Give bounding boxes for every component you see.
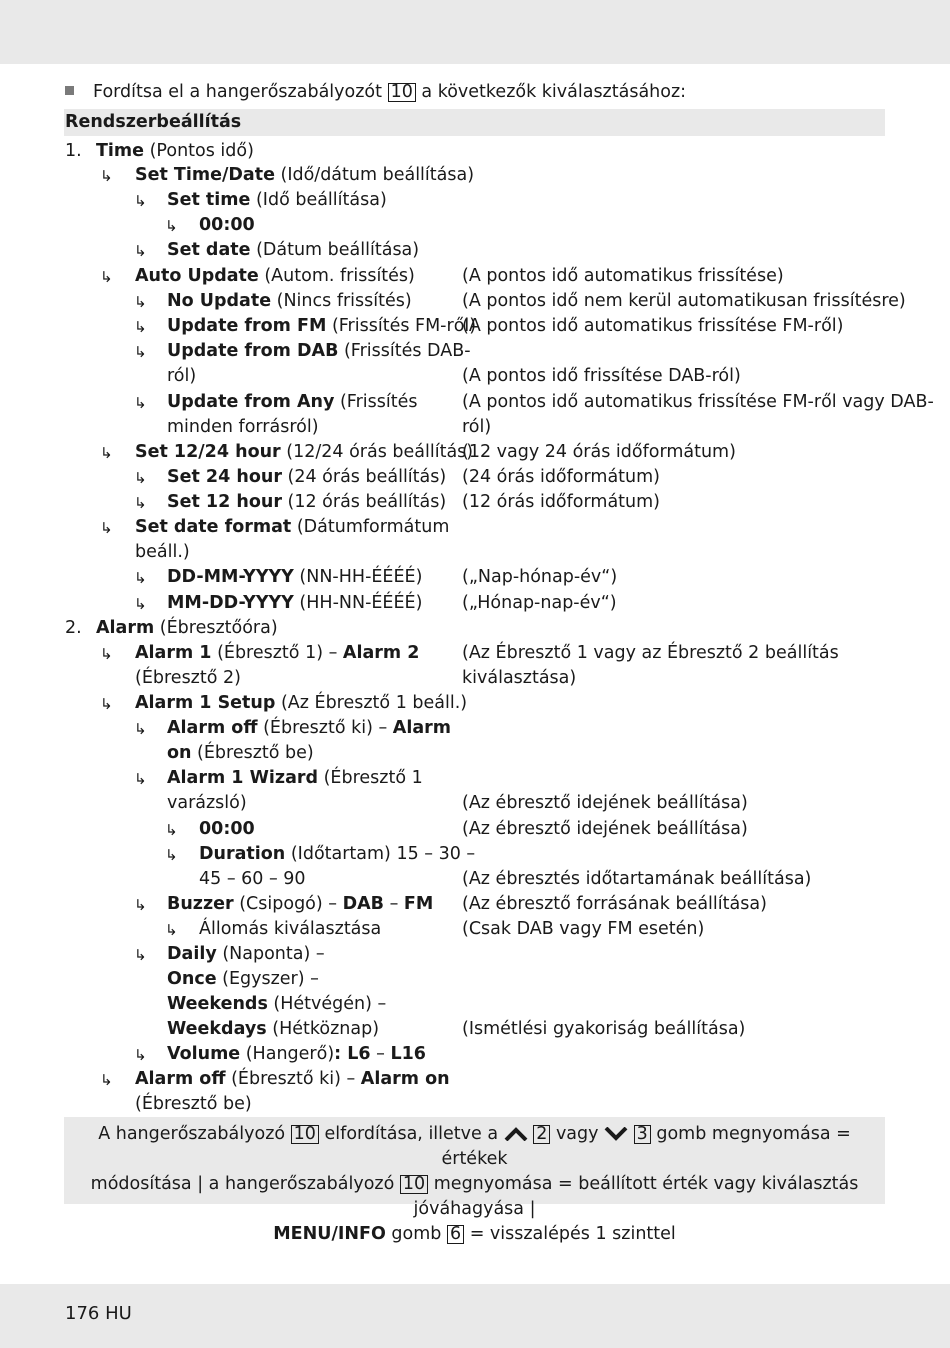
menu-item-desc: (Frissítés DAB-	[338, 341, 471, 361]
list-number: 2.	[65, 618, 82, 638]
return-arrow-icon: ↳	[100, 695, 113, 713]
menu-item-label: MM-DD-YYYY	[167, 593, 294, 613]
section-heading: Rendszerbeállítás	[64, 109, 885, 136]
menu-item-r31	[135, 1068, 450, 1090]
menu-item-r2	[135, 164, 474, 186]
menu-item-r24	[167, 893, 433, 915]
return-arrow-icon: ↳	[134, 569, 147, 587]
menu-item-label: DD-MM-YYYY	[167, 567, 294, 587]
menu-item-desc: (Autom. frissítés)	[258, 266, 415, 286]
menu-item-label: Alarm 1 Setup	[135, 693, 276, 713]
menu-item-label: Update from Any	[167, 392, 335, 412]
menu-item-label: Alarm on	[360, 1069, 450, 1089]
menu-item-continued	[167, 742, 314, 764]
menu-item-label: Alarm	[392, 718, 452, 738]
menu-item-r16	[167, 592, 422, 614]
menu-item-label: Set Time/Date	[135, 165, 275, 185]
menu-item-desc: (Ébresztő 1	[318, 768, 423, 788]
return-arrow-icon: ↳	[100, 268, 113, 286]
menu-item-desc: (Ébresztő ki) –	[225, 1069, 361, 1089]
menu-item-r28	[167, 993, 386, 1015]
menu-item-label: Update from FM	[167, 316, 327, 336]
return-arrow-icon: ↳	[134, 946, 147, 964]
menu-item-label: Daily	[167, 944, 217, 964]
menu-item-r30	[167, 1043, 426, 1065]
menu-item-desc: (Hétköznap)	[266, 1019, 380, 1039]
footer-note: A hangerőszabályozó 10 elfordítása, illetve a 2 vagy 3 gomb megnyomása = értékek módosítása | a hangerőszabályozó 10 megnyomása = beállított érték vagy kiválasztás jóváhagyása | MENU/INFO gomb 6 = visszalépés 1 szinttel	[64, 1117, 885, 1204]
menu-item-r13	[167, 491, 446, 513]
item-explanation: (A pontos idő automatikus frissítése FM-ről)	[462, 316, 844, 336]
menu-item-label: Alarm 1 Wizard	[167, 768, 319, 788]
bullet-square-icon	[65, 86, 74, 95]
item-explanation: (Az ébresztő forrásának beállítása)	[462, 894, 767, 914]
item-explanation: (A pontos idő automatikus frissítése FM-ről vagy DAB-	[462, 392, 934, 412]
menu-item-continued	[167, 416, 319, 438]
menu-item-desc: varázsló)	[167, 793, 247, 813]
menu-item-desc: (NN-HH-ÉÉÉÉ)	[293, 567, 423, 587]
menu-item-desc: (Dátumformátum	[291, 517, 450, 537]
menu-item-desc: (Egyszer) –	[216, 969, 319, 989]
menu-item-desc: beáll.)	[135, 542, 190, 562]
menu-item-desc: (12 órás beállítás)	[281, 492, 447, 512]
menu-item-desc: ról)	[167, 366, 197, 386]
intro-instruction: Fordítsa el a hangerőszabályozót 10 a következők kiválasztásához:	[65, 82, 686, 102]
item-explanation: (Csak DAB vagy FM esetén)	[462, 919, 705, 939]
menu-item-r15	[167, 566, 422, 588]
menu-item-label: Alarm 1	[135, 643, 212, 663]
menu-item-label: Weekends	[167, 994, 268, 1014]
menu-item-r21	[167, 767, 423, 789]
return-arrow-icon: ↳	[134, 242, 147, 260]
return-arrow-icon: ↳	[165, 821, 178, 839]
menu-item-desc: (Ébresztő be)	[135, 1094, 252, 1114]
menu-item-r27	[167, 968, 319, 990]
return-arrow-icon: ↳	[134, 770, 147, 788]
menu-item-desc: (Hétvégén) –	[267, 994, 387, 1014]
menu-item-label: No Update	[167, 291, 272, 311]
item-explanation: ról)	[462, 417, 492, 437]
menu-item-r4	[199, 214, 255, 236]
return-arrow-icon: ↳	[134, 192, 147, 210]
menu-item-desc: (Ébresztő 1) –	[211, 643, 343, 663]
menu-item-continued	[167, 365, 196, 387]
menu-item-label: L16	[390, 1044, 426, 1064]
item-explanation: kiválasztása)	[462, 668, 577, 688]
menu-item-continued	[167, 792, 247, 814]
menu-item-label: 00:00	[199, 819, 255, 839]
return-arrow-icon: ↳	[134, 469, 147, 487]
menu-item-desc: (Csipogó) –	[233, 894, 343, 914]
item-explanation: („Hónap-nap-év“)	[462, 593, 617, 613]
menu-item-r10	[167, 391, 418, 413]
return-arrow-icon: ↳	[165, 846, 178, 864]
menu-item-desc: (Hangerő)	[240, 1044, 335, 1064]
bottom-band	[0, 1284, 950, 1348]
menu-item-desc: (Az Ébresztő 1 beáll.)	[275, 693, 468, 713]
menu-item-label: 00:00	[199, 215, 255, 235]
menu-item-desc: (Ébresztő be)	[191, 743, 314, 763]
item-explanation: („Nap-hónap-év“)	[462, 567, 618, 587]
menu-item-label: DAB	[342, 894, 385, 914]
menu-item-continued	[199, 868, 306, 890]
return-arrow-icon: ↳	[100, 1071, 113, 1089]
return-arrow-icon: ↳	[134, 343, 147, 361]
menu-item-desc: (Frissítés	[334, 392, 418, 412]
menu-item-r9	[167, 340, 471, 362]
menu-item-desc: (Naponta) –	[216, 944, 325, 964]
return-arrow-icon: ↳	[134, 293, 147, 311]
menu-item-desc: Állomás kiválasztása	[199, 919, 382, 939]
menu-item-r11	[135, 441, 473, 463]
menu-item-label: Set 12 hour	[167, 492, 282, 512]
down-arrow-icon	[604, 1127, 628, 1141]
item-explanation: (Az ébresztő idejének beállítása)	[462, 793, 748, 813]
menu-item-label: Set date	[167, 240, 251, 260]
item-explanation: (Ismétlési gyakoriság beállítása)	[462, 1019, 746, 1039]
menu-item-label: on	[167, 743, 192, 763]
menu-item-r6	[135, 265, 415, 287]
menu-item-desc: (Pontos idő)	[144, 141, 254, 161]
menu-item-r17	[96, 617, 278, 639]
menu-item-r26	[167, 943, 325, 965]
menu-item-desc: (Nincs frissítés)	[271, 291, 412, 311]
menu-item-label: Auto Update	[135, 266, 259, 286]
menu-item-label: Once	[167, 969, 217, 989]
menu-item-continued	[135, 1093, 252, 1115]
menu-item-desc: 45 – 60 – 90	[199, 869, 306, 889]
menu-item-label: Alarm	[96, 618, 155, 638]
menu-item-label: Set 12/24 hour	[135, 442, 281, 462]
item-explanation: (24 órás időformátum)	[462, 467, 660, 487]
menu-item-desc: (Frissítés FM-ről)	[326, 316, 477, 336]
menu-item-r20	[167, 717, 451, 739]
menu-item-r1	[96, 140, 254, 162]
menu-item-desc: (Ébresztőóra)	[154, 618, 278, 638]
menu-item-label: Alarm off	[135, 1069, 226, 1089]
menu-item-continued	[135, 667, 241, 689]
return-arrow-icon: ↳	[100, 444, 113, 462]
menu-item-label: FM	[403, 894, 434, 914]
return-arrow-icon: ↳	[100, 519, 113, 537]
menu-item-desc: (Ébresztő 2)	[135, 668, 241, 688]
menu-item-r23	[199, 843, 475, 865]
separator: –	[370, 1044, 391, 1064]
item-explanation: (12 órás időformátum)	[462, 492, 660, 512]
return-arrow-icon: ↳	[100, 167, 113, 185]
menu-item-desc: (Ébresztő ki) –	[257, 718, 393, 738]
menu-item-r22	[199, 818, 255, 840]
menu-item-label: Set time	[167, 190, 251, 210]
item-explanation: (12 vagy 24 órás időformátum)	[462, 442, 736, 462]
menu-item-r29	[167, 1018, 379, 1040]
menu-item-desc: (HH-NN-ÉÉÉÉ)	[293, 593, 423, 613]
return-arrow-icon: ↳	[134, 494, 147, 512]
return-arrow-icon: ↳	[165, 217, 178, 235]
list-number: 1.	[65, 141, 82, 161]
menu-item-desc: (Idő beállítása)	[250, 190, 387, 210]
menu-item-desc: (Időtartam) 15 – 30 –	[285, 844, 476, 864]
return-arrow-icon: ↳	[134, 896, 147, 914]
menu-item-r12	[167, 466, 446, 488]
menu-item-label: Alarm 2	[342, 643, 420, 663]
up-arrow-icon	[504, 1127, 528, 1141]
menu-item-desc: minden forrásról)	[167, 417, 319, 437]
return-arrow-icon: ↳	[134, 720, 147, 738]
menu-item-r25	[199, 918, 381, 940]
menu-item-label: Weekdays	[167, 1019, 267, 1039]
return-arrow-icon: ↳	[134, 595, 147, 613]
return-arrow-icon: ↳	[134, 318, 147, 336]
separator: –	[384, 894, 404, 914]
menu-item-desc: (Dátum beállítása)	[250, 240, 420, 260]
menu-item-r7	[167, 290, 412, 312]
menu-item-label: : L6	[334, 1044, 371, 1064]
item-explanation: (A pontos idő frissítése DAB-ról)	[462, 366, 741, 386]
item-explanation: (Az Ébresztő 1 vagy az Ébresztő 2 beállítás	[462, 643, 839, 663]
return-arrow-icon: ↳	[134, 1046, 147, 1064]
menu-item-desc: (Idő/dátum beállítása)	[274, 165, 475, 185]
menu-item-r18	[135, 642, 419, 664]
item-explanation: (A pontos idő nem kerül automatikusan frissítésre)	[462, 291, 906, 311]
return-arrow-icon: ↳	[134, 394, 147, 412]
menu-item-r3	[167, 189, 387, 211]
menu-item-label: Duration	[199, 844, 286, 864]
menu-item-label: Update from DAB	[167, 341, 339, 361]
item-explanation: (Az ébresztő idejének beállítása)	[462, 819, 748, 839]
page-number: 176 HU	[65, 1303, 132, 1324]
menu-item-r8	[167, 315, 476, 337]
menu-item-continued	[135, 541, 190, 563]
item-explanation: (A pontos idő automatikus frissítése)	[462, 266, 784, 286]
menu-item-r14	[135, 516, 449, 538]
menu-item-label: Volume	[167, 1044, 241, 1064]
menu-item-label: Set 24 hour	[167, 467, 282, 487]
menu-item-desc: (24 órás beállítás)	[281, 467, 447, 487]
menu-item-desc: (12/24 órás beállítás)	[280, 442, 474, 462]
ref-number: 10	[388, 83, 416, 102]
menu-item-label: Set date format	[135, 517, 292, 537]
return-arrow-icon: ↳	[165, 921, 178, 939]
menu-item-r19	[135, 692, 467, 714]
menu-item-label: Buzzer	[167, 894, 234, 914]
menu-item-label: Alarm off	[167, 718, 258, 738]
menu-item-r5	[167, 239, 419, 261]
menu-item-label: Time	[96, 141, 145, 161]
top-band	[0, 0, 950, 64]
item-explanation: (Az ébresztés időtartamának beállítása)	[462, 869, 812, 889]
return-arrow-icon: ↳	[100, 645, 113, 663]
